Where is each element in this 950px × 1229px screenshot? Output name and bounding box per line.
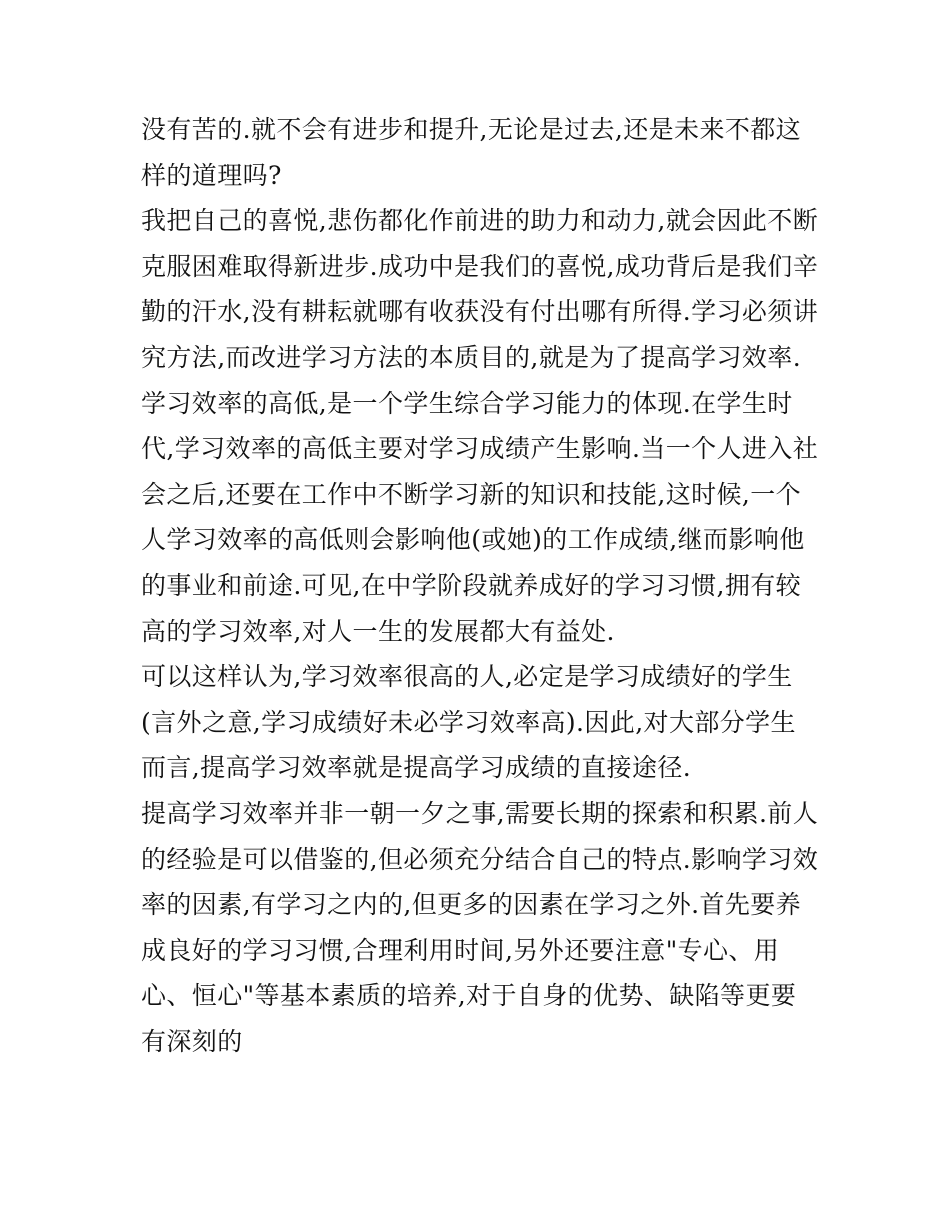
paragraph-5: 提高学习效率并非一朝一夕之事,需要长期的探索和积累.前人的经验是可以借鉴的,但必须充分结合自己的特点.影响学习效率的因素,有学习之内的,但更多的因素在学习之外.首先要养成良好的学习习惯,合理利用时间,另外还要注意"专心、用心、恒心"等基本素质的培养,对于自身的优势、缺陷等更要有深刻的 [141,798,819,1056]
paragraph-2: 我把自己的喜悦,悲伤都化作前进的助力和动力,就会因此不断克服困难取得新进步.成功中是我们的喜悦,成功背后是我们辛勤的汗水,没有耕耘就哪有收获没有付出哪有所得.学习必须讲究方法,而改进学习方法的本质目的,就是为了提高学习效率. [141,206,819,372]
body-text [141,107,821,1064]
paragraph-4: 可以这样认为,学习效率很高的人,必定是学习成绩好的学生(言外之意,学习成绩好未必学习效率高).因此,对大部分学生而言,提高学习效率就是提高学习成绩的直接途径. [141,662,796,783]
paragraph-3: 学习效率的高低,是一个学生综合学习能力的体现.在学生时代,学习效率的高低主要对学习成绩产生影响.当一个人进入社会之后,还要在工作中不断学习新的知识和技能,这时候,一个人学习效率的高低则会影响他(或她)的工作成绩,继而影响他的事业和前途.可见,在中学阶段就养成好的学习习惯,拥有较高的学习效率,对人一生的发展都大有益处. [141,388,819,646]
paragraph-1: 没有苦的.就不会有进步和提升,无论是过去,还是未来不都这样的道理吗? [141,115,802,190]
